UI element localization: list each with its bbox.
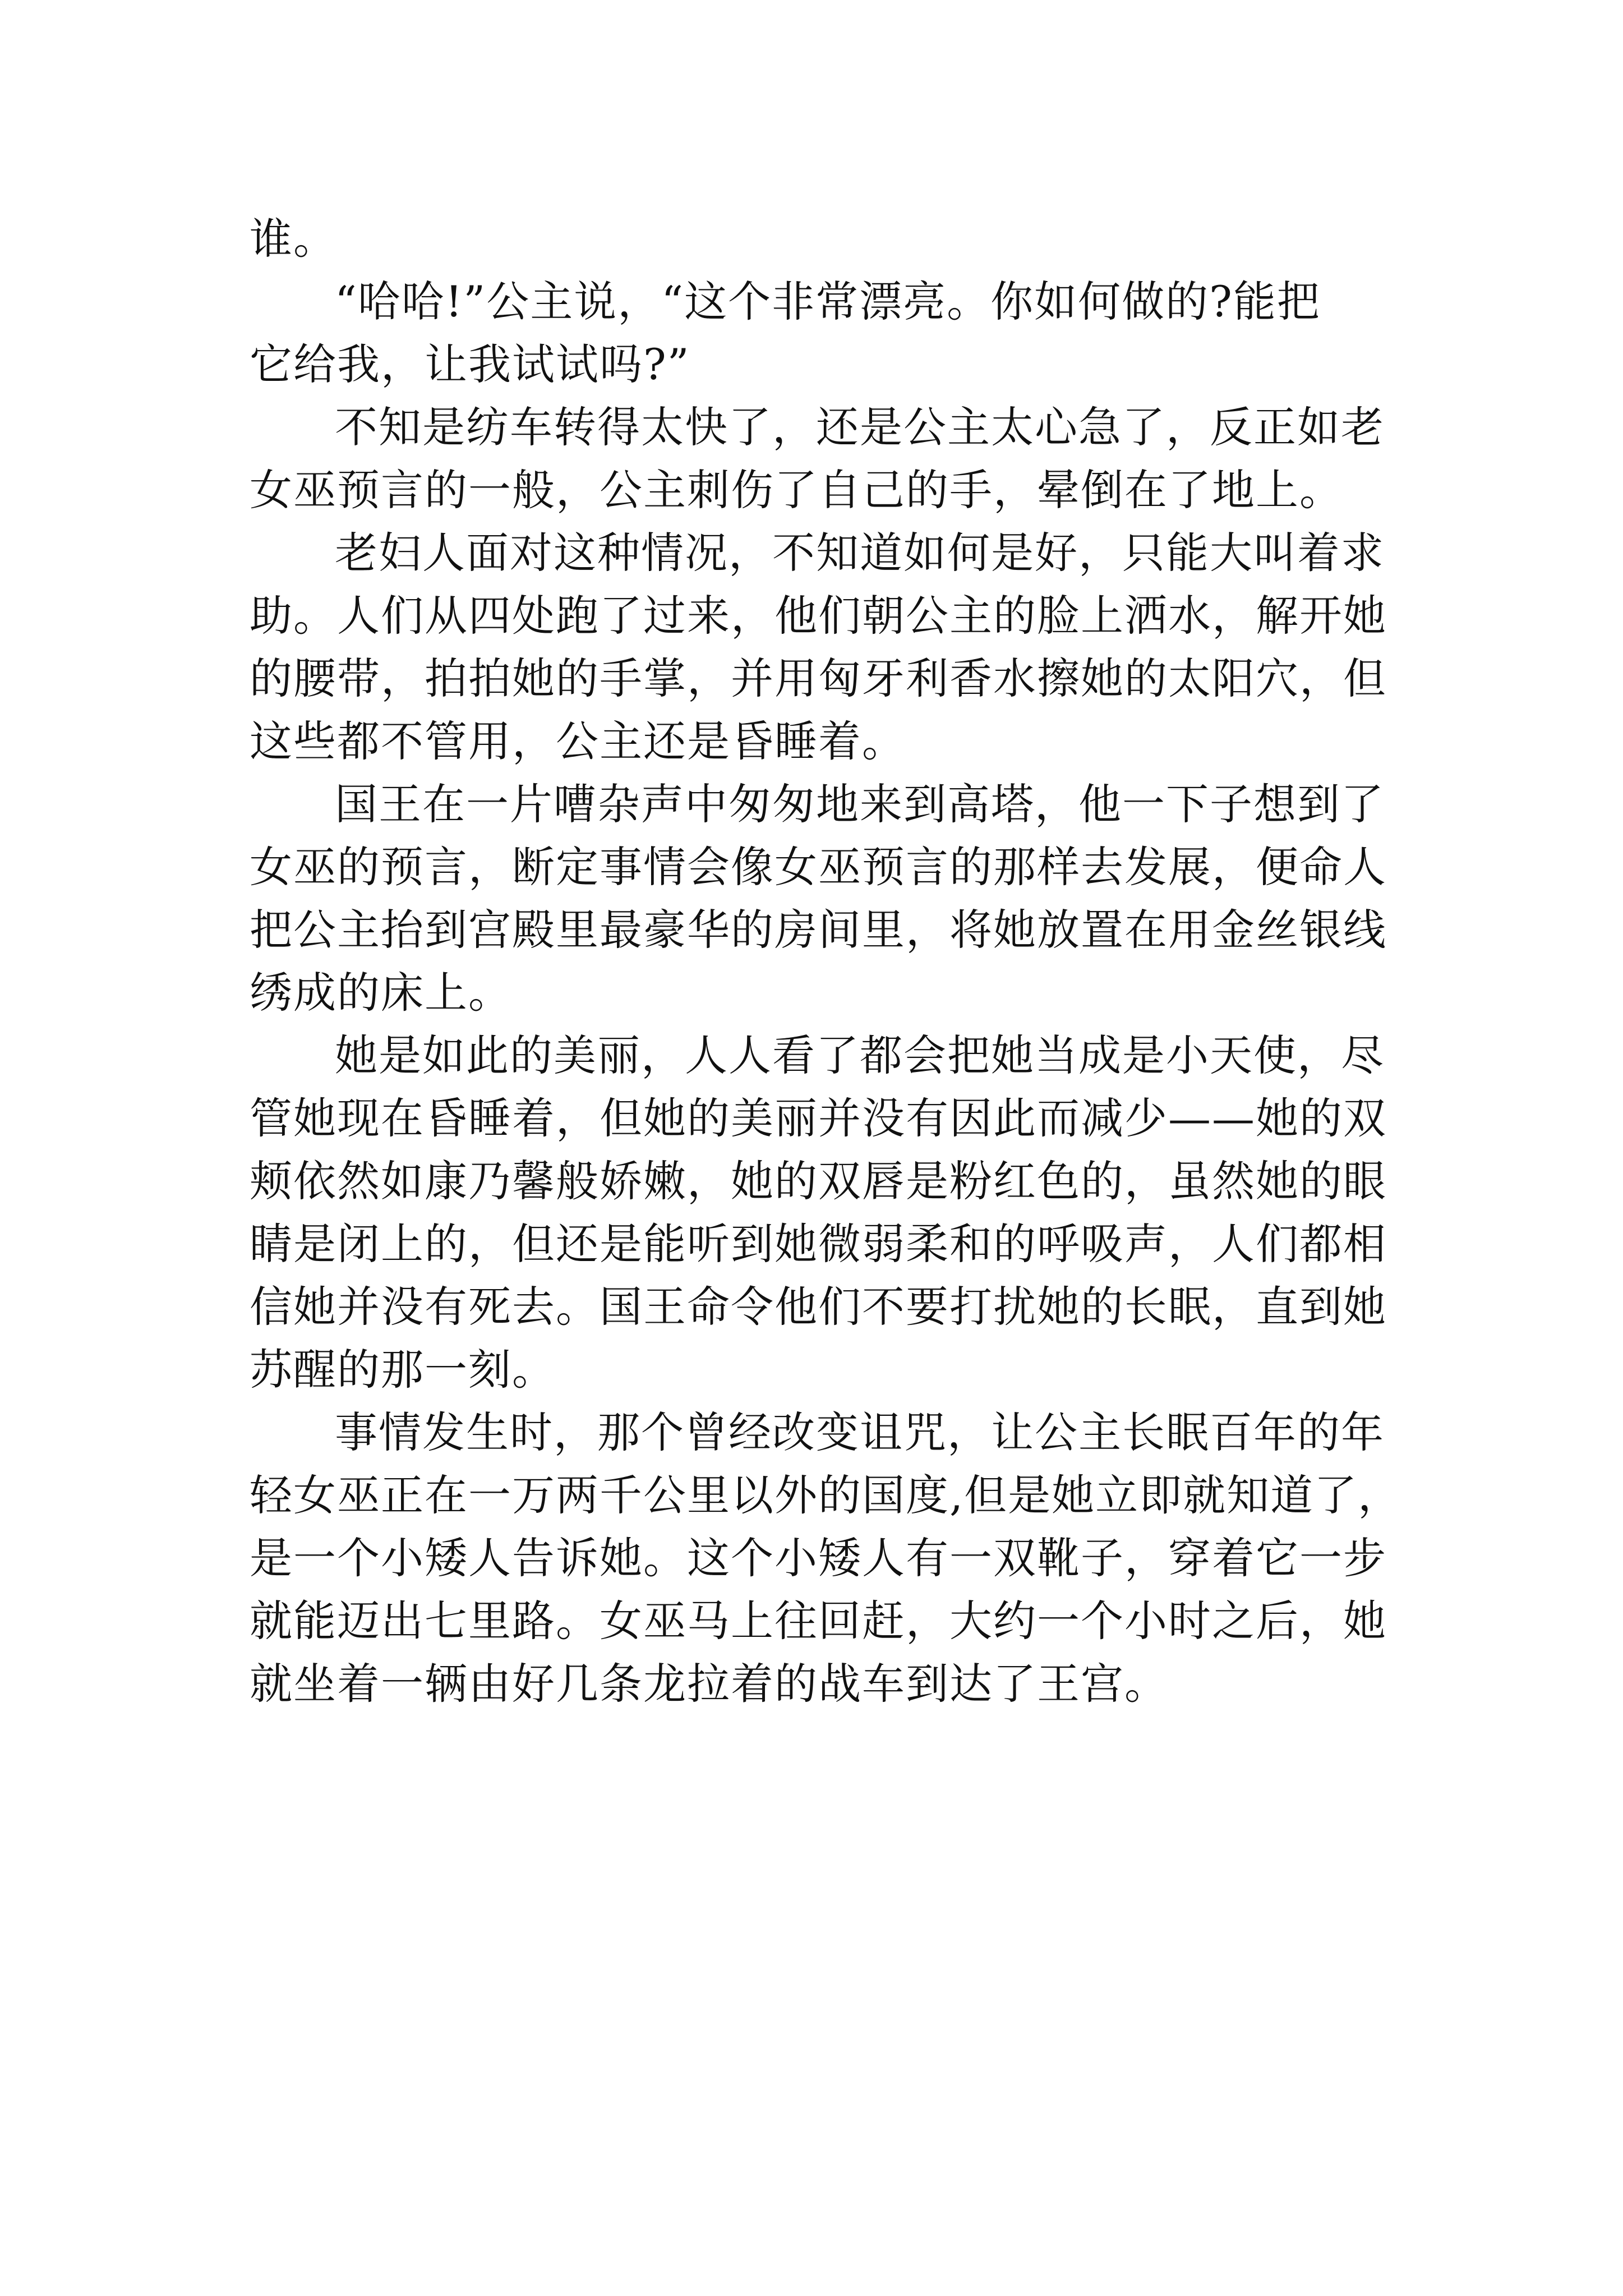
text-line: 把公主抬到宫殿里最豪华的房间里，将她放置在用金丝银线 (250, 905, 1387, 955)
text-line: 是一个小矮人告诉她。这个小矮人有一双靴子，穿着它一步 (250, 1533, 1387, 1583)
text-line: 睛是闭上的，但还是能听到她微弱柔和的呼吸声，人们都相 (250, 1219, 1387, 1269)
body-text (250, 208, 1402, 1715)
text-line: 管她现在昏睡着，但她的美丽并没有因此而减少——她的双 (250, 1093, 1387, 1143)
text-line: 国王在一片嘈杂声中匆匆地来到高塔，他一下子想到了 (335, 779, 1385, 829)
text-line: 的腰带，拍拍她的手掌，并用匈牙利香水擦她的太阳穴，但 (250, 654, 1387, 703)
text-line: 事情发生时，那个曾经改变诅咒，让公主长眠百年的年 (335, 1407, 1385, 1457)
paragraph (250, 396, 1394, 522)
paragraph (250, 1024, 1394, 1401)
paragraph (250, 522, 1394, 773)
text-line: 轻女巫正在一万两千公里以外的国度,但是她立即就知道了， (250, 1470, 1402, 1520)
text-line: 谁。 (250, 214, 337, 264)
text-line: 颊依然如康乃馨般娇嫩，她的双唇是粉红色的，虽然她的眼 (250, 1156, 1387, 1206)
text-line: 它给我，让我试试吗?” (250, 339, 690, 389)
text-line: 女巫预言的一般，公主刺伤了自己的手，晕倒在了地上。 (250, 465, 1343, 515)
text-line: 不知是纺车转得太快了，还是公主太心急了，反正如老 (335, 402, 1385, 452)
text-line: 这些都不管用，公主还是昏睡着。 (250, 716, 906, 766)
text-line: 她是如此的美丽，人人看了都会把她当成是小天使，尽 (335, 1030, 1385, 1080)
text-line: 苏醒的那一刻。 (250, 1345, 556, 1395)
text-line: 女巫的预言，断定事情会像女巫预言的那样去发展，便命人 (250, 842, 1387, 892)
paragraph (250, 208, 1394, 270)
text-line: 就坐着一辆由好几条龙拉着的战车到达了王宫。 (250, 1659, 1168, 1709)
text-line: 就能迈出七里路。女巫马上往回赶，大约一个小时之后，她 (250, 1596, 1387, 1646)
paragraph (250, 1401, 1402, 1715)
text-line: “哈哈!”公主说，“这个非常漂亮。你如何做的?能把 (335, 277, 1321, 326)
text-line: 绣成的床上。 (250, 968, 512, 1018)
text-line: 信她并没有死去。国王命令他们不要打扰她的长眠，直到她 (250, 1282, 1387, 1332)
text-line: 老妇人面对这种情况，不知道如何是好，只能大叫着求 (335, 528, 1385, 578)
paragraph (250, 773, 1394, 1024)
paragraph (250, 270, 1394, 396)
text-line: 助。人们从四处跑了过来，他们朝公主的脸上洒水，解开她 (250, 591, 1387, 641)
